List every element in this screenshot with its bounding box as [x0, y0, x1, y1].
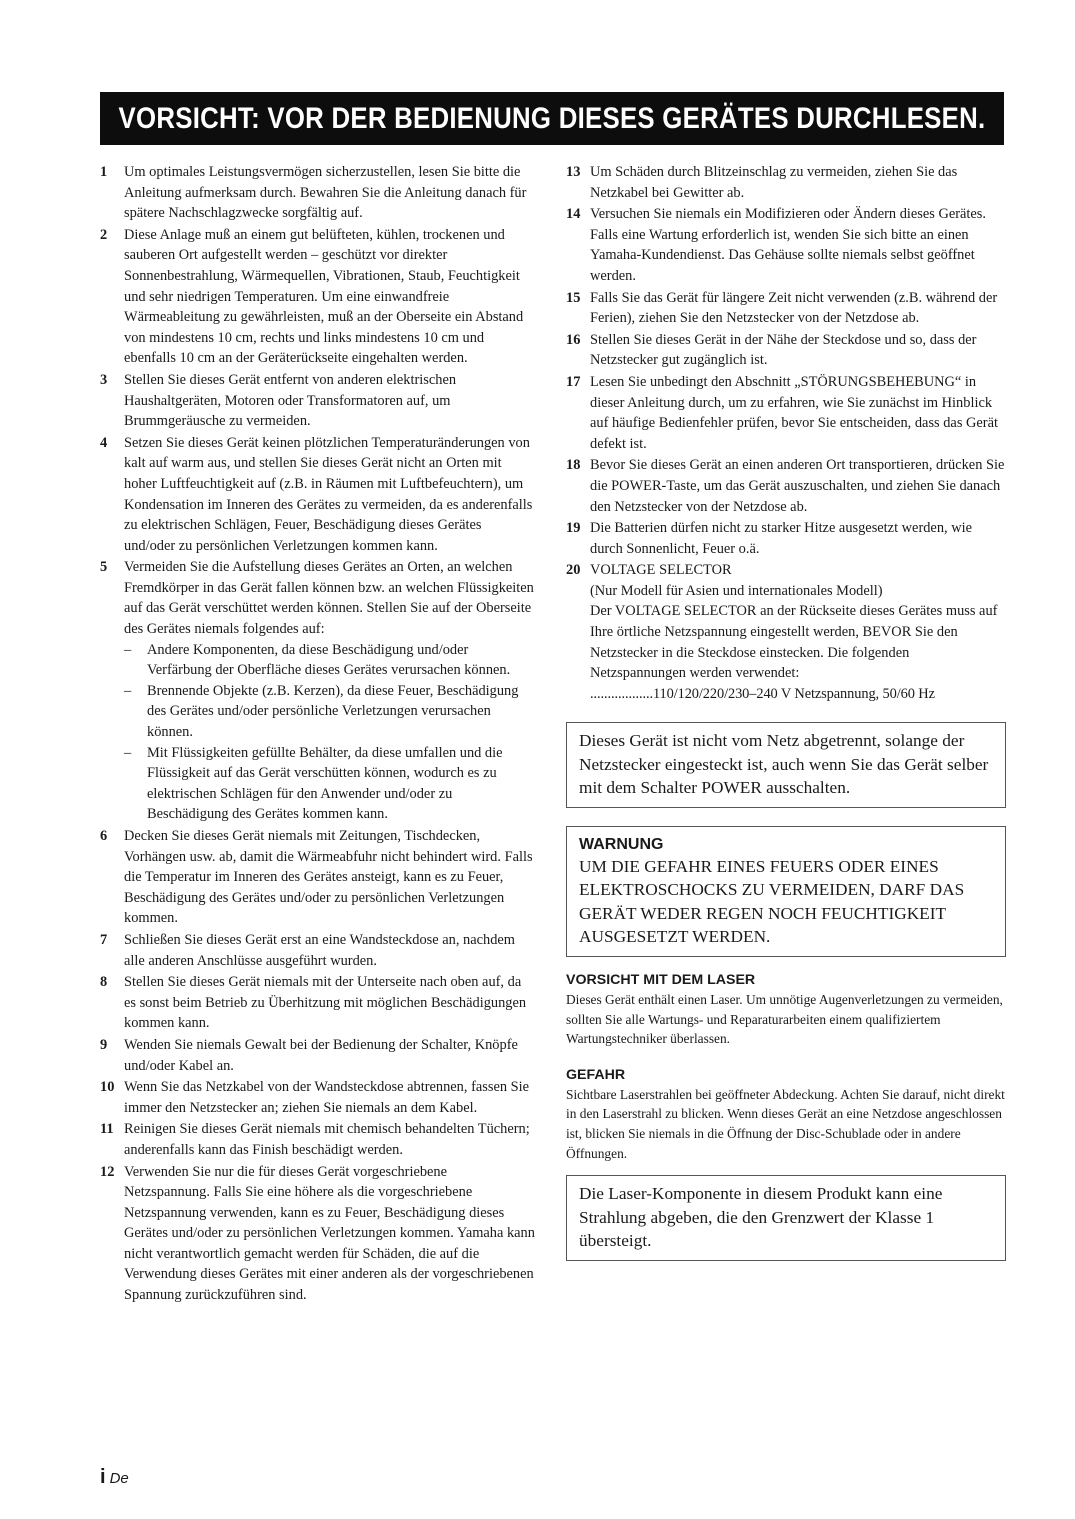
item-text: Um Schäden durch Blitzeinschlag zu vermeiden, ziehen Sie das Netzkabel bei Gewitter ab. [590, 164, 958, 201]
page-title-bar [100, 92, 1004, 145]
danger-text: Sichtbare Laserstrahlen bei geöffneter Abdeckung. Achten Sie darauf, nicht direkt in den Laserstrahl zu blicken. Wenn dieses Gerät an eine Netzdose angeschlossen ist, blicken Sie niemals in die Öffnung der Disc-Schublade oder in andere Öffnungen. [566, 1086, 1005, 1161]
item-number: 8 [100, 974, 108, 991]
voltage-selector-subheading: (Nur Modell für Asien und internationales Modell) [590, 582, 883, 599]
item-text: Versuchen Sie niemals ein Modifizieren oder Ändern dieses Gerätes. Falls eine Wartung erforderlich ist, wenden Sie sich bitte an einen Yamaha-Kundendienst. Das Gehäuse sollte niemals selbst geöffnet werden. [590, 206, 987, 284]
voltage-list: ..................110/120/220/230–240 V Netzspannung, 50/60 Hz [590, 685, 935, 702]
laser-text: Dieses Gerät enthält einen Laser. Um unnötige Augenverletzungen zu vermeiden, sollten Sie alle Wartungs- und Reparaturarbeiten einem qualifiziertem Wartungstechniker überlassen. [566, 991, 1003, 1047]
sub-list-item [124, 640, 536, 681]
item-text: Vermeiden Sie die Aufstellung dieses Gerätes an Orten, an welchen Fremdkörper in das Gerät fallen können bzw. an welchen Flüssigkeiten auf das Gerät verschüttet werden können. Stellen Sie auf der Oberseite des Gerätes niemals folgendes auf: [124, 559, 534, 638]
warning-heading: WARNUNG [579, 835, 664, 853]
item-text: Stellen Sie dieses Gerät niemals mit der Unterseite nach oben auf, da es sonst beim Betrieb zu Überhitzung mit möglichen Beschädigungen kommen kann. [124, 974, 527, 1032]
sub-list-item [124, 681, 536, 743]
page-number: i [100, 1466, 106, 1488]
sub-list-item [124, 743, 536, 825]
item-text: Stellen Sie dieses Gerät in der Nähe der Steckdose und so, dass der Netzstecker gut zugänglich ist. [590, 331, 977, 369]
page-title: VORSICHT: VOR DER BEDIENUNG DIESES GERÄTES DURCHLESEN. [118, 101, 986, 135]
list-item [566, 288, 1006, 329]
item-text: Bevor Sie dieses Gerät an einen anderen Ort transportieren, drücken Sie die POWER-Taste, um das Gerät auszuschalten, und ziehen Sie danach den Netzstecker von der Netzdose ab. [590, 457, 1005, 515]
item-text: Schließen Sie dieses Gerät erst an eine Wandsteckdose an, nachdem alle anderen Anschlüsse ausgeführt wurden. [124, 931, 515, 969]
sub-item-text: Andere Komponenten, da diese Beschädigung und/oder Verfärbung der Oberfläche dieses Gerätes verursachen können. [147, 641, 511, 679]
item-number: 4 [100, 434, 108, 451]
list-item [566, 204, 1006, 286]
sub-item-text: Brennende Objekte (z.B. Kerzen), da diese Feuer, Beschädigung des Gerätes und/oder persönliche Verletzungen verursachen können. [147, 682, 519, 741]
language-label: De [109, 1470, 129, 1487]
item-number: 9 [100, 1036, 108, 1053]
list-item [566, 330, 1006, 371]
sub-list [124, 640, 536, 825]
list-item [100, 930, 536, 971]
list-item [100, 1035, 536, 1076]
item-number: 13 [566, 164, 581, 180]
item-text: Reinigen Sie dieses Gerät niemals mit chemisch behandelten Tüchern; anderenfalls kann das Finish beschädigt werden. [124, 1121, 530, 1158]
warning-text: UM DIE GEFAHR EINES FEUERS ODER EINES ELEKTROSCHOCKS ZU VERMEIDEN, DARF DAS GERÄT WEDER REGEN NOCH FEUCHTIGKEIT AUSGESETZT WERDEN. [579, 856, 965, 947]
item-text: Lesen Sie unbedingt den Abschnitt „STÖRUNGSBEHEBUNG“ in dieser Anleitung durch, um zu erfahren, wie Sie zunächst im Hinblick auf häufige Bedienfehler prüfen, bevor Sie entscheiden, dass das Gerät defekt ist. [590, 373, 998, 452]
item-number: 3 [100, 371, 108, 388]
list-item [100, 972, 536, 1034]
list-item [566, 518, 1006, 559]
list-item [566, 162, 1006, 203]
list-item [100, 370, 536, 432]
right-column [566, 162, 1006, 1261]
item-number: 16 [566, 331, 581, 348]
item-number: 7 [100, 931, 108, 948]
list-item [100, 225, 536, 369]
item-number: 11 [100, 1121, 114, 1138]
laser-class-box [566, 1175, 1006, 1261]
item-number: 18 [566, 457, 581, 474]
item-number: 12 [100, 1163, 115, 1180]
item-text: Diese Anlage muß an einem gut belüfteten, kühlen, trockenen und sauberen Ort aufgestellt werden – geschützt vor direkter Sonnenbestrahlung, Wärmequellen, Vibrationen, Staub, Feuchtigkeit und sehr niedrigen Temperaturen. Um eine einwandfreie Wärmeableitung zu gewährleisten, muß an der Oberseite ein Abstand von mindestens 10 cm, rechts und links mindestens 10 cm und ebenfalls 10 cm an der Geräterückseite eingehalten werden. [124, 226, 524, 367]
dash-bullet: – [124, 682, 132, 699]
list-item [100, 1077, 536, 1118]
item-number: 1 [100, 164, 108, 180]
item-text: Wenn Sie das Netzkabel von der Wandsteckdose abtrennen, fassen Sie immer den Netzstecker an; ziehen Sie niemals an dem Kabel. [124, 1079, 530, 1116]
danger-heading: GEFAHR [566, 1066, 626, 1083]
item-number: 14 [566, 206, 581, 223]
warning-box [566, 826, 1006, 957]
item-text: Verwenden Sie nur die für dieses Gerät vorgeschriebene Netzspannung. Falls Sie eine höhere als die vorgeschriebene Netzspannung verwenden, kann es zu Feuer, Beschädigung dieses Gerätes und/oder zu persönlichen Verletzungen kommen. Yamaha kann nicht verantwortlich gemacht werden für Schäden, die auf die Verwendung dieses Gerätes mit einer anderen als der vorgeschriebenen Spannung zurückzuführen sind. [124, 1163, 535, 1304]
item-text: Falls Sie das Gerät für längere Zeit nicht verwenden (z.B. während der Ferien), ziehen Sie den Netzstecker von der Netzdose ab. [590, 289, 998, 327]
power-notice-text: Dieses Gerät ist nicht vom Netz abgetrennt, solange der Netzstecker eingesteckt ist, auch wenn Sie das Gerät selber mit dem Schalter POWER ausschalten. [579, 731, 989, 798]
list-item [100, 162, 536, 224]
item-text: Setzen Sie dieses Gerät keinen plötzlichen Temperaturänderungen von kalt auf warm aus, und stellen Sie dieses Gerät nicht an Orten mit hoher Luftfeuchtigkeit auf (z.B. in Räumen mit Luftbefeuchtern), um Kondensation im Inneren des Gerätes zu vermeiden, da es anderenfalls zu elektrischen Schlägen, Feuer, Beschädigung dieses Gerätes und/oder zu persönlichen Verletzungen kommen kann. [124, 434, 533, 554]
sub-item-text: Mit Flüssigkeiten gefüllte Behälter, da diese umfallen und die Flüssigkeit auf das Gerät verschütten können, wodurch es zu elektrischen Schlägen für den Anwender und/oder zu Beschädigung des Gerätes kommen kann. [147, 744, 503, 823]
item-number: 5 [100, 559, 108, 576]
item-text: Um optimales Leistungsvermögen sicherzustellen, lesen Sie bitte die Anleitung aufmerksam durch. Bewahren Sie die Anleitung danach für spätere Nachschlagzwecke sorgfältig auf. [124, 164, 527, 222]
dash-bullet: – [124, 641, 132, 658]
item-text: Wenden Sie niemals Gewalt bei der Bedienung der Schalter, Knöpfe und/oder Kabel an. [124, 1036, 518, 1074]
voltage-selector-heading: VOLTAGE SELECTOR [590, 562, 732, 579]
item-number: 15 [566, 289, 581, 306]
item-number: 17 [566, 373, 581, 390]
item-number: 2 [100, 226, 108, 243]
left-column [100, 162, 536, 1307]
list-item [100, 433, 536, 557]
item-number: 19 [566, 520, 581, 537]
page-footer [100, 1466, 129, 1489]
list-item [566, 372, 1006, 454]
dash-bullet: – [124, 744, 132, 761]
list-item [566, 455, 1006, 517]
laser-heading: VORSICHT MIT DEM LASER [566, 971, 756, 988]
item-number: 20 [566, 562, 581, 579]
list-item [100, 826, 536, 929]
item-number: 10 [100, 1079, 115, 1096]
list-item [100, 557, 536, 825]
list-item [100, 1162, 536, 1306]
item-number: 6 [100, 828, 108, 844]
power-notice-box [566, 722, 1006, 808]
item-text: Stellen Sie dieses Gerät entfernt von anderen elektrischen Haushaltgeräten, Motoren oder Transformatoren auf, um Brummgeräusche zu vermeiden. [124, 371, 457, 430]
list-item [100, 1119, 536, 1160]
item-text: Die Batterien dürfen nicht zu starker Hitze ausgesetzt werden, wie durch Sonnenlicht, Feuer o.ä. [590, 520, 972, 557]
voltage-selector-item [566, 560, 1006, 704]
laser-class-text: Die Laser-Komponente in diesem Produkt kann eine Strahlung abgeben, die den Grenzwert der Klasse 1 übersteigt. [579, 1184, 943, 1251]
voltage-selector-text: Der VOLTAGE SELECTOR an der Rückseite dieses Gerätes muss auf Ihre örtliche Netzspannung eingestellt werden, BEVOR Sie den Netzstecker in die Steckdose einstecken. Die folgenden Netzspannungen werden verwendet: [590, 603, 998, 682]
item-text: Decken Sie dieses Gerät niemals mit Zeitungen, Tischdecken, Vorhängen usw. ab, damit die Wärmeabfuhr nicht behindert wird. Falls die Temperatur im Inneren des Gerätes ansteigt, kann es zu Feuer, Beschädigung des Gerätes und/oder zu persönlichen Verletzungen kommen. [124, 828, 533, 927]
